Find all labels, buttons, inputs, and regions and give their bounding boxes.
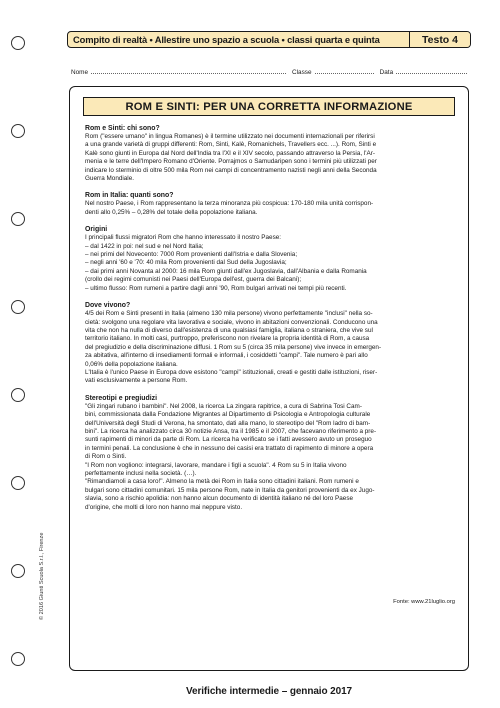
- paragraph-line: bini". La ricerca ha analizzato circa 30 notizie Ansa, tra il 1985 e il 2007, che facevano riferimento a pre-: [85, 427, 377, 435]
- binder-hole: [11, 564, 25, 578]
- paragraph-line: 0,06% della popolazione italiana.: [85, 360, 178, 368]
- page-header: [67, 31, 471, 48]
- list-item: – ultimo flusso: Rom rumeni a partire dagli anni '90, Rom bulgari arrivati nei tempi più recenti.: [85, 284, 347, 292]
- list-item: – nei primi del Novecento: 7000 Rom provenienti dall'Istria e dalla Slovenia;: [85, 251, 298, 259]
- list-item: – dal 1422 in poi: nel sud e nel Nord Italia;: [85, 242, 204, 250]
- copyright-note: © 2016 Giunti Scuola S.r.l., Firenze: [39, 532, 45, 620]
- paragraph-line: "I Rom non vogliono: integrarsi, lavorare, mandare i figli a scuola". 4 Rom su 5 in Italia vivono: [85, 461, 347, 469]
- page-footer: Verifiche intermedie – gennaio 2017: [185, 686, 353, 697]
- classe-label: Classe: [292, 69, 312, 76]
- classe-field[interactable]: [315, 67, 374, 74]
- paragraph-line: Guerra Mondiale.: [85, 175, 135, 183]
- paragraph-line: di Rom o Sinti.: [85, 453, 127, 461]
- student-info-row: [71, 67, 467, 76]
- section-quanti-sono: [85, 191, 457, 217]
- source-note: Fonte: www.21luglio.org: [393, 599, 455, 605]
- list-item: – dai primi anni Novanta al 2000: 16 mila Rom giunti dall'ex Jugoslavia, dall'Albania e dalla Romania: [85, 267, 367, 275]
- section-heading: Origini: [85, 226, 108, 234]
- paragraph-line: sunti rapimenti di minori da parte di Rom. La ricerca ha verificato se i fatti avessero avuto un proseguo: [85, 436, 372, 444]
- article-body: [85, 124, 457, 520]
- paragraph-line: dell'Università degli Studi di Verona, ha smontato, dati alla mano, lo stereotipo del "Rom ladro di bam-: [85, 419, 371, 427]
- paragraph-line: I principali flussi migratori Rom che hanno interessato il nostro Paese:: [85, 234, 282, 242]
- paragraph-line: slavia, sono a rischio apolidia: non hanno alcun documento di identità italiano né del loro Paese: [85, 495, 354, 503]
- section-stereotipi: [85, 394, 457, 512]
- list-item: (crollo dei regimi comunisti nei Paesi dell'Europa dell'est, guerra dei Balcani);: [85, 276, 302, 284]
- paragraph-line: in termini penali. La conclusione è che in nessuno dei casisi era trattato di rapimento di minore a opera: [85, 444, 374, 452]
- paragraph-line: za abitativa, all'interno di insediamenti formali e informali, i cosiddetti "campi". Tale numero è pari allo: [85, 352, 368, 360]
- binder-hole: [11, 388, 25, 402]
- paragraph-line: Kalè sono giunti in Europa dal Nord dell'India tra l'XI e il XIV secolo, passando attraverso la Persia, l'Ar-: [85, 149, 375, 157]
- paragraph-line: L'Italia è l'unico Paese in Europa dove esistono "campi" istituzionali, creati e gestiti dalle istituzioni, riser-: [85, 368, 378, 376]
- paragraph-line: bini, commissionata dalla Fondazione Migrantes al Dipartimento di Psicologia e Antropologia culturale: [85, 411, 371, 419]
- paragraph-line: vita che non ha nulla di diverso dall'esistenza di una qualsiasi famiglia, italiana o straniera, che vive sul: [85, 326, 373, 334]
- section-origini: [85, 225, 457, 293]
- paragraph-line: Rom ("essere umano" in lingua Romanes) è il termine utilizzato nei documenti internazionali per riferirsi: [85, 133, 375, 140]
- data-label: Data: [379, 69, 394, 76]
- paragraph-line: a una grande varietà di gruppi differenti: Rom, Sinti, Kalè, Romanichels, Travellers ecc. ...). Rom, Sinti e: [85, 141, 377, 149]
- paragraph-line: cietà: svolgono una regolare vita lavorativa e sociale, vivono in abitazioni convenzionali. Conducono una: [85, 318, 378, 326]
- section-dove-vivono: [85, 301, 457, 386]
- article-title: ROM E SINTI: PER UNA CORRETTA INFORMAZIONE: [83, 97, 455, 116]
- section-heading: Rom e Sinti: chi sono?: [85, 125, 160, 132]
- binder-hole: [11, 652, 25, 666]
- header-testo-label: Testo 4: [409, 32, 470, 47]
- section-chi-sono: [85, 124, 457, 183]
- binder-hole: [11, 124, 25, 138]
- paragraph-line: vati esclusivamente a persone Rom.: [85, 377, 188, 385]
- paragraph-line: territorio italiano. In molti casi, purtroppo, preferiscono non rivelare la propria identità di Rom, a causa: [85, 335, 370, 343]
- section-heading: Rom in Italia: quanti sono?: [85, 192, 174, 200]
- section-heading: Dove vivono?: [85, 302, 131, 310]
- migration-list: [85, 243, 457, 293]
- paragraph-line: 4/5 dei Rom e Sinti presenti in Italia (almeno 130 mila persone) vivono perfettamente "inclusi" nella so-: [85, 310, 373, 318]
- binder-hole: [11, 300, 25, 314]
- paragraph-line: Nel nostro Paese, i Rom rappresentano la terza minoranza più cospicua: 170-180 mila unità corrispon-: [85, 200, 374, 208]
- paragraph-line: "Gli zingari rubano i bambini". Nel 2008, la ricerca La zingara rapitrice, a cura di Sabrina Tosi Cam-: [85, 402, 362, 410]
- header-title: Compito di realtà • Allestire uno spazio a scuola • classi quarta e quinta: [73, 34, 380, 45]
- binder-hole: [11, 212, 25, 226]
- nome-label: Nome: [71, 69, 89, 76]
- data-field[interactable]: [396, 67, 467, 74]
- paragraph-line: denti allo 0,25% – 0,28% del totale della popolazione italiana.: [85, 208, 258, 216]
- nome-field[interactable]: [91, 67, 286, 74]
- binder-hole: [11, 36, 25, 50]
- section-heading: Stereotipi e pregiudizi: [85, 394, 157, 402]
- paragraph-line: indicare lo sterminio di oltre 500 mila Rom nei campi di concentramento nazisti negli anni della Seconda: [85, 166, 377, 174]
- binder-hole: [11, 476, 25, 490]
- paragraph-line: bulgari sono cittadini comunitari. 15 mila persone Rom, nate in Italia da genitori provenienti da ex Jugo-: [85, 486, 375, 494]
- paragraph-line: del pregiudizio e della discriminazione diffusi. 1 Rom su 5 (circa 35 mila persone) vive invece in emergen-: [85, 343, 382, 351]
- paragraph-line: d'origine, che molti di loro non hanno mai neppure visto.: [85, 503, 243, 511]
- paragraph-line: "Rimandiamoli a casa loro!". Almeno la metà dei Rom in Italia sono cittadini italiani. Rom rumeni e: [85, 478, 359, 486]
- list-item: – negli anni '60 e '70: 40 mila Rom provenienti dal Sud della Jugoslavia;: [85, 259, 287, 267]
- paragraph-line: perfettamente inclusi nella società. (…).: [85, 470, 197, 477]
- paragraph-line: menia e le terre dell'Impero Romano d'Oriente. Porrajmos o Samudaripen sono i termini più utilizzati per: [85, 158, 377, 166]
